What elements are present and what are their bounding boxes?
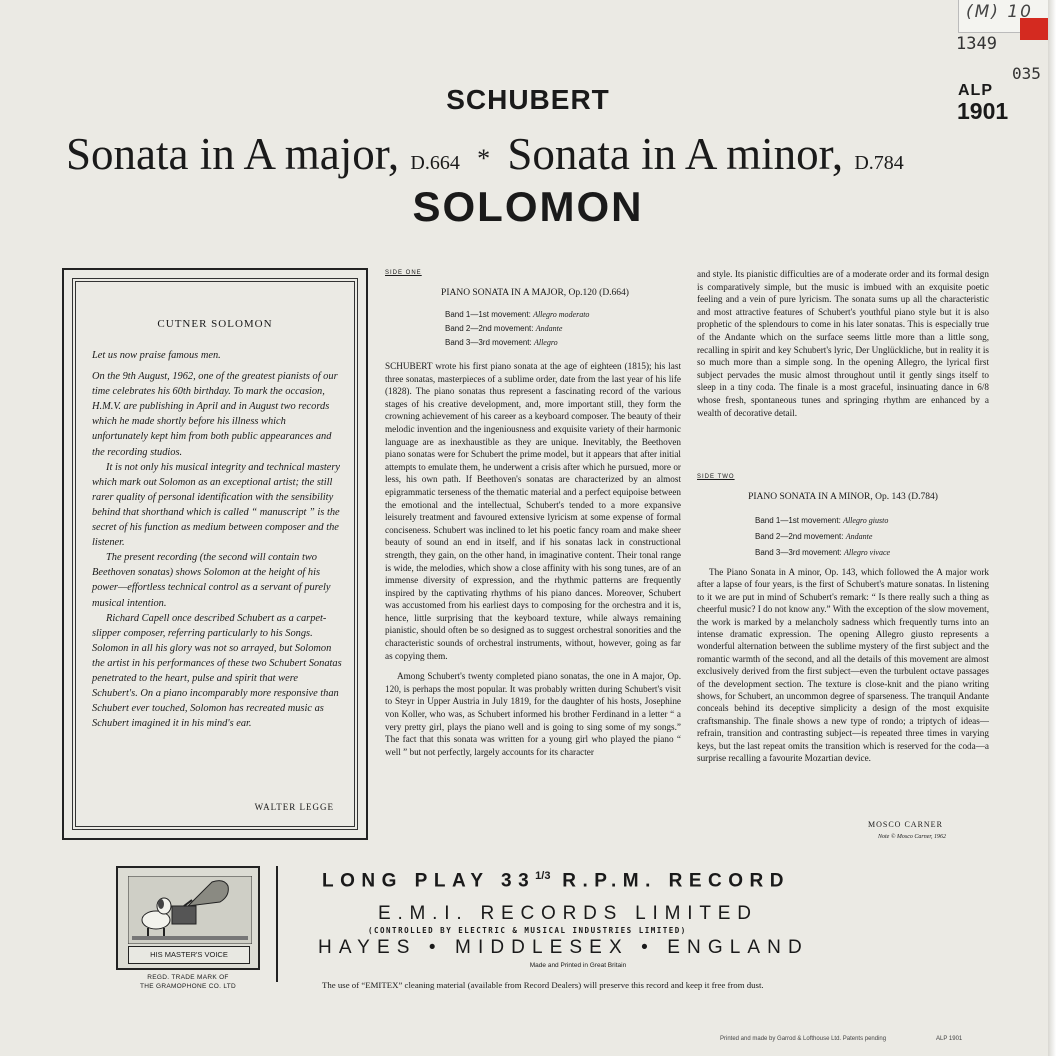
notes-paragraph: and style. Its pianistic difficulties are of a moderate order and its formal design is comparatively simple, but the music is imbued with an exquisite poetic feeling and a vein of pure lyricism. The sonata sums up all the characteristic and most attractive features of Schubert's youthful piano style but it is also prophetic of the splendours to come in his later sonatas. This is especially true of the Andante which on the surface seems little more than a little song, recalling in spirit and key Schubert's lyric, Der Unglückliche, but in reality it is so much more than a simple song. In the opening Allegro, the lyrical first subject pervades the music almost throughout until it gently sings itself to sleep in a tiny coda. The finale is a most graceful, insinuating dance in 6/8 whose fresh, spontaneous tunes and springing rhythm are enhanced by a wealth of decorative detail.	[697, 269, 989, 418]
band-tempo: Allegro moderato	[533, 310, 590, 319]
band-tempo: Allegro vivace	[843, 548, 891, 557]
handwritten-note: (M) 10	[966, 2, 1033, 22]
lp-fraction: 1/3	[535, 870, 551, 882]
side-two-label: SIDE TWO	[697, 474, 735, 480]
track-band	[755, 532, 872, 541]
track-band	[445, 338, 558, 347]
band-tempo: Allegro giusto	[843, 516, 889, 525]
trademark-line: THE GRAMOPHONE CO. LTD	[139, 983, 237, 990]
track-band	[755, 516, 888, 525]
controlled-by: (CONTROLLED BY ELECTRIC & MUSICAL INDUSTRIES LIMITED)	[368, 926, 687, 935]
essay-paragraph: The present recording (the second will contain two Beethoven sonatas) shows Solomon at the height of his power—effortless technical control as a servant of purely musical intention.	[92, 552, 331, 609]
liner-notes-middle	[385, 360, 681, 766]
sonata1-title: Sonata in A major,	[66, 129, 400, 179]
side-two-title: PIANO SONATA IN A MINOR, Op. 143 (D.784)	[748, 492, 938, 502]
essay-paragraph: Let us now praise famous men.	[92, 350, 221, 361]
liner-notes-right-top	[697, 268, 989, 419]
composer-name: SCHUBERT	[446, 84, 610, 115]
lp-prefix: LONG PLAY 33	[322, 870, 536, 892]
band-label: Band 1—1st movement:	[755, 516, 841, 525]
catalogue-footer: ALP 1901	[936, 1036, 963, 1042]
lp-suffix: R.P.M. RECORD	[562, 870, 790, 892]
essay-author: WALTER LEGGE	[254, 802, 334, 812]
essay-heading: CUTNER SOLOMON	[157, 318, 273, 330]
notes-author: MOSCO CARNER	[868, 820, 943, 829]
band-tempo: Allegro	[533, 338, 558, 347]
printer-credit: Printed and made by Garrod & Lofthouse Ltd. Patents pending	[720, 1036, 887, 1042]
essay-paragraph: It is not only his musical integrity and technical mastery which mark out Solomon as an exceptional artist; the still rarer quality of personal identification with the sensibility behind that shorthand which is called “ manuscript ” is the secret of his function as medium between composer and the listener.	[92, 461, 341, 549]
sleeve-edge	[1048, 0, 1056, 1056]
band-tempo: Andante	[845, 532, 873, 541]
band-tempo: Andante	[535, 324, 563, 333]
trademark-line: REGD. TRADE MARK OF	[147, 974, 229, 981]
essay-inner-frame	[72, 278, 358, 830]
catalogue-number: 1901	[957, 98, 1009, 124]
track-band	[445, 324, 562, 333]
emitex-notice: The use of “EMITEX” cleaning material (available from Record Dealers) will preserve this record and keep it free from dust.	[322, 980, 764, 990]
notes-paragraph: Among Schubert's twenty completed piano sonatas, the one in A major, Op. 120, is perhaps the most popular. It was probably written during Schubert's visit to Steyr in Upper Austria in July 1819, for the daughter of his hosts, Josephine von Koller, who was, as Schubert informed his brother Ferdinand in a letter “ a very pretty girl, plays the piano well and is going to sing some of my songs.” The fact that this sonata was written for a young girl who played the piano “ well ” but not perfectly, largely accounts for its character	[385, 671, 681, 757]
trademark-note	[116, 973, 260, 991]
stamp-number: 1349	[956, 34, 997, 54]
side-one-label: SIDE ONE	[385, 270, 422, 276]
band-label: Band 2—2nd movement:	[445, 324, 534, 333]
notes-paragraph: The Piano Sonata in A minor, Op. 143, which followed the A major work after a lapse of four years, is the first of Schubert's mature sonatas. In listening to it we are put in mind of Schubert's remark: “ Is there really such a thing as cheerful music? I do not know any.” With the exception of the slow movement, the work is marked by a melancholy sadness which frequently turns into an intense dramatic expression. The opening Allegro giusto represents a wonderful alternation between the sublime mystery of the first subject and the romantic warmth of the second, and all the details of this movement are almost exclusively derived from the first subject—even the turbulent octave passages of the development section. The texture is close-knit and the piano writing shows, for Schubert, an uncommon degree of sparseness. The tranquil Andante conceals behind its deceptive simplicity a design of the most exquisite craftsmanship. The finale shows a new type of rondo; a triptych of ideas—refrain, transition and contrasting subject—is repeated three times in varying keys, but the last repeat omits the transition which is reserved for the coda—a surprise recalling a favourite Mozartian device.	[697, 567, 989, 764]
stamp-code: 035	[1012, 64, 1041, 83]
company-name: E.M.I. RECORDS LIMITED	[378, 903, 758, 924]
long-play-heading	[322, 870, 790, 892]
band-label: Band 1—1st movement:	[445, 310, 531, 319]
essay-text	[92, 348, 344, 731]
band-label: Band 3—3rd movement:	[755, 548, 842, 557]
notes-paragraph: SCHUBERT wrote his first piano sonata at the age of eighteen (1815); his last three sonatas, masterpieces of a sublime order, date from the last year of his life (1828). The piano sonatas thus represent a fascinating record of the various stages of his creative development, and, more important still, they form the crowning achievement of his career as a keyboard composer. The beauty of their melodic invention and the ingeniousness and exquisite variety of their harmonic language are as inexhaustible as they are unique. Inevitably, the Beethoven piano sonatas were for Schubert the prime model, but it appears that after initial attempts to emulate them, he underwent a crisis after which he pursued, more or less, his own path. If Beethoven's sonatas are characterized by an almost epigrammatic terseness of the thematic material and a perfect equipoise between the emotional and the intellectual, Schubert's tended to a more expansive leisurely treatment and favoured extensive lyricism at some expense of formal conciseness. Schubert was inclined to let his poetic fancy roam and make sheer beauty of sound an end in itself, and if his sonatas lack in constructional strength, they gain, on the other hand, in imaginative content. Their tonal range is wide, the melodies, which show a close affinity with his song tunes, are of an immense diversity of expression, and the rhythmic patterns are frequently inspired by the captivating rhythms of his piano dances. Moreover, Schubert was accustomed from his earliest days to composing for the orchestra and it is, hence, little surprising that the keyboard texture, while always remaining pianistic, should often be so designed as to suggest orchestral sonorities and the characteristic sounds of orchestral instruments, without, however, going as far as copying them.	[385, 361, 682, 661]
band-label: Band 3—3rd movement:	[445, 338, 532, 347]
notes-copyright: Note © Mosco Carner, 1962	[878, 834, 947, 840]
dog-gramophone-icon	[128, 876, 252, 944]
title-separator: *	[477, 143, 491, 173]
sonata2-catalogue: D.784	[854, 152, 904, 174]
essay-paragraph: Richard Capell once described Schubert as a carpet-slipper composer, referring particularly to his Songs. Solomon in all his glory was not so arrayed, but Solomon the artist in his performances of these two Schubert Sonatas penetrated to the heart, pulse and spirit that were Schubert's. On a piano incomparably more responsive than Schubert ever touched, Solomon has recreated music as Schubert imagined it in his mind's ear.	[92, 612, 342, 730]
essay-frame	[62, 268, 368, 840]
company-address: HAYES • MIDDLESEX • ENGLAND	[318, 937, 809, 958]
made-in-note: Made and Printed in Great Britain	[529, 962, 627, 969]
side-one-title: PIANO SONATA IN A MAJOR, Op.120 (D.664)	[441, 288, 629, 298]
logo-banner: HIS MASTER'S VOICE	[128, 946, 250, 964]
sonata2-title: Sonata in A minor,	[507, 129, 844, 179]
sonata1-catalogue: D.664	[410, 152, 460, 174]
essay-paragraph: On the 9th August, 1962, one of the greatest pianists of our time celebrates his 60th birthday. To mark the occasion, H.M.V. are publishing in April and in August two records which he made shortly before his illness which unfortunately kept him from both public appearances and the recording studios.	[92, 371, 338, 458]
performer-name: SOLOMON	[412, 183, 644, 230]
his-masters-voice-logo	[116, 866, 260, 970]
track-band	[755, 548, 890, 557]
liner-notes-right-bottom	[697, 566, 989, 765]
album-title	[66, 128, 996, 180]
band-label: Band 2—2nd movement:	[755, 532, 844, 541]
series-prefix: ALP	[958, 82, 993, 99]
track-band	[445, 310, 589, 319]
